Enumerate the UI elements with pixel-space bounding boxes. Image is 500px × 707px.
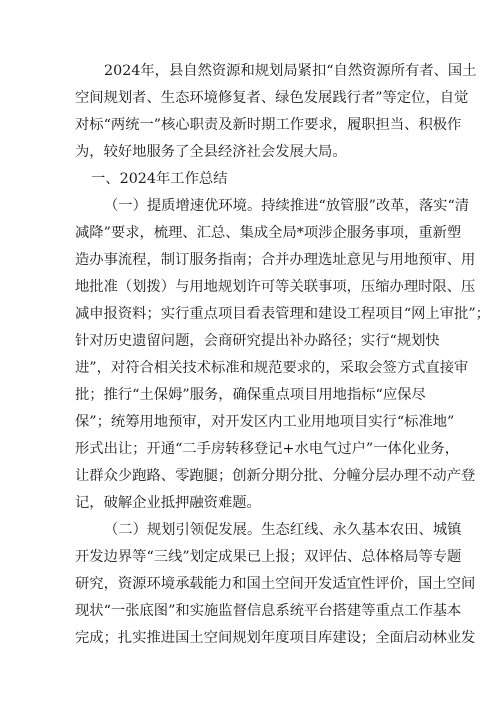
paragraph-line: 研究，资源环境承载能力和国土空间开发适宜性评价，国土空间 bbox=[75, 576, 476, 592]
paragraph-line: 地批准（划拨）与用地规划许可等关联事项，压缩办理时限、压 bbox=[75, 279, 476, 295]
paragraph-line: 记，破解企业抵押融资难题。 bbox=[75, 495, 261, 511]
paragraph-line: 针对历史遗留问题，会商研究提出补办路径；实行“规划快 bbox=[75, 333, 440, 349]
paragraph-line: 完成；扎实推进国土空间规划年度项目库建设；全面启动林业发 bbox=[75, 630, 476, 646]
paragraph-line: 减降”要求，梳理、汇总、集成全局*项涉企服务事项，重新塑 bbox=[75, 225, 462, 241]
paragraph-line: 让群众少跑路、零跑腿；创新分期分批、分幢分层办理不动产登 bbox=[75, 468, 476, 484]
paragraph-line: 开发边界等“三线”划定成果已上报；双评估、总体格局等专题 bbox=[75, 549, 462, 565]
paragraph-line: 为，较好地服务了全县经济社会发展大局。 bbox=[75, 144, 347, 160]
section-heading: 一、2024年工作总结 bbox=[91, 171, 228, 187]
paragraph-line: 对标“两统一”核心职责及新时期工作要求，履职担当、积极作 bbox=[75, 117, 462, 133]
paragraph-line: （二）规划引领促发展。生态红线、永久基本农田、城镇 bbox=[104, 522, 462, 538]
paragraph-line: （一）提质增速优环境。持续推进“放管服”改革，落实“清 bbox=[104, 198, 470, 214]
paragraph-line: 形式出让；开通“二手房转移登记+水电气过户”一体化业务， bbox=[75, 441, 460, 457]
paragraph-line: 减申报资料；实行重点项目看表管理和建设工程项目“网上审批”； bbox=[75, 306, 490, 322]
paragraph-line: 2024年，县自然资源和规划局紧扣“自然资源所有者、国土 bbox=[104, 63, 477, 79]
paragraph-line: 批；推行“土保姆”服务，确保重点项目用地指标“应保尽 bbox=[75, 387, 426, 403]
paragraph-line: 空间规划者、生态环境修复者、绿色发展践行者”等定位，自觉 bbox=[75, 90, 469, 106]
paragraph-line: 保”；统筹用地预审，对开发区内工业用地项目实行“标准地” bbox=[75, 414, 455, 430]
paragraph-line: 造办事流程，制订服务指南；合并办理选址意见与用地预审、用 bbox=[75, 252, 476, 268]
paragraph-line: 现状“一张底图”和实施监督信息系统平台搭建等重点工作基本 bbox=[75, 603, 462, 619]
paragraph-line: 进”，对符合相关技术标准和规范要求的，采取会签方式直接审 bbox=[75, 360, 469, 376]
